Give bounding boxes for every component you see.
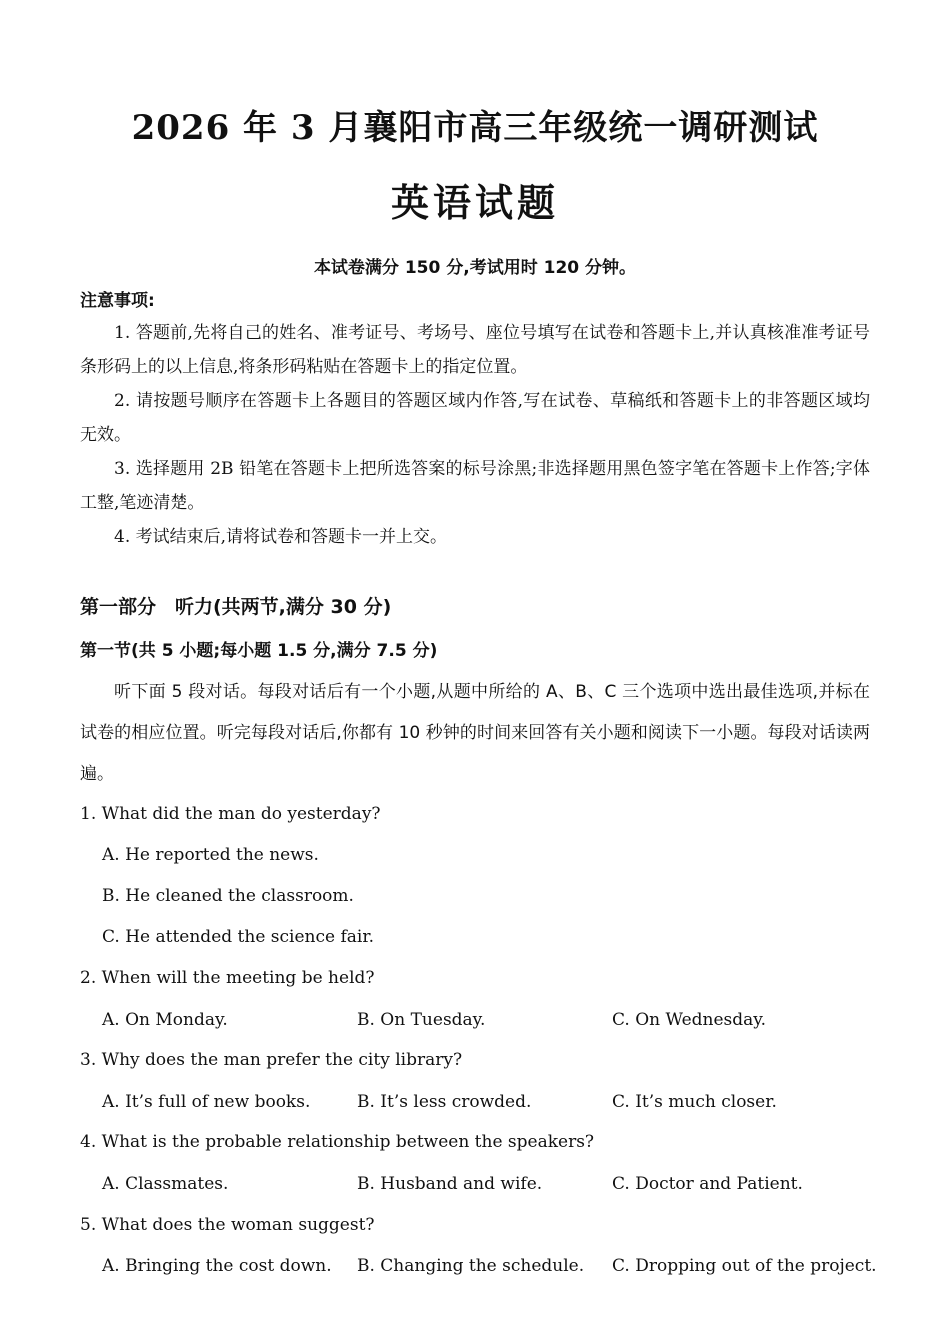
answer-option: A. On Monday. [102, 1010, 228, 1030]
part-heading: 第一部分 听力(共两节,满分 30 分) [80, 596, 392, 618]
answer-option: B. He cleaned the classroom. [102, 886, 354, 906]
answer-option: A. He reported the news. [102, 845, 319, 865]
question-stem: 4. What is the probable relationship between the speakers? [80, 1132, 595, 1152]
question-stem: 5. What does the woman suggest? [80, 1215, 375, 1235]
notice-item: 4. 考试结束后,请将试卷和答题卡一并上交。 [114, 527, 448, 547]
question-stem: 1. What did the man do yesterday? [80, 804, 381, 824]
answer-option: B. Husband and wife. [357, 1174, 543, 1194]
notice-item: 1. 答题前,先将自己的姓名、准考证号、考场号、座位号填写在试卷和答题卡上,并认真核准准考证号条形码上的以上信息,将条形码粘贴在答题卡上的指定位置。 [80, 323, 870, 377]
answer-option: C. Doctor and Patient. [612, 1174, 803, 1194]
notice-heading: 注意事项: [80, 291, 155, 311]
notice-item: 2. 请按题号顺序在答题卡上各题目的答题区域内作答,写在试卷、草稿纸和答题卡上的非答题区域均无效。 [80, 391, 870, 445]
answer-option: C. Dropping out of the project. [612, 1256, 877, 1276]
section-instructions: 听下面 5 段对话。每段对话后有一个小题,从题中所给的 A、B、C 三个选项中选出最佳选项,并标在试卷的相应位置。听完每段对话后,你都有 10 秒钟的时间来回答有关小题和阅读下一小题。每段对话读两遍。 [80, 682, 870, 784]
answer-option: C. He attended the science fair. [102, 927, 374, 947]
notice-item: 3. 选择题用 2B 铅笔在答题卡上把所选答案的标号涂黑;非选择题用黑色签字笔在答题卡上作答;字体工整,笔迹清楚。 [80, 459, 870, 513]
answer-option: B. On Tuesday. [357, 1010, 486, 1030]
answer-option: A. It’s full of new books. [102, 1092, 311, 1112]
exam-title: 2026 年 3 月襄阳市高三年级统一调研测试 [131, 108, 819, 148]
answer-option: B. Changing the schedule. [357, 1256, 585, 1276]
answer-option: B. It’s less crowded. [357, 1092, 532, 1112]
section-heading: 第一节(共 5 小题;每小题 1.5 分,满分 7.5 分) [80, 641, 438, 661]
exam-info: 本试卷满分 150 分,考试用时 120 分钟。 [313, 258, 637, 278]
answer-option: A. Classmates. [102, 1174, 229, 1194]
answer-option: A. Bringing the cost down. [102, 1256, 332, 1276]
question-stem: 3. Why does the man prefer the city library? [80, 1050, 463, 1070]
answer-option: C. It’s much closer. [612, 1092, 777, 1112]
subject-title: 英语试题 [390, 181, 559, 225]
answer-option: C. On Wednesday. [612, 1010, 767, 1030]
question-stem: 2. When will the meeting be held? [80, 968, 375, 988]
notice-list [80, 316, 870, 554]
